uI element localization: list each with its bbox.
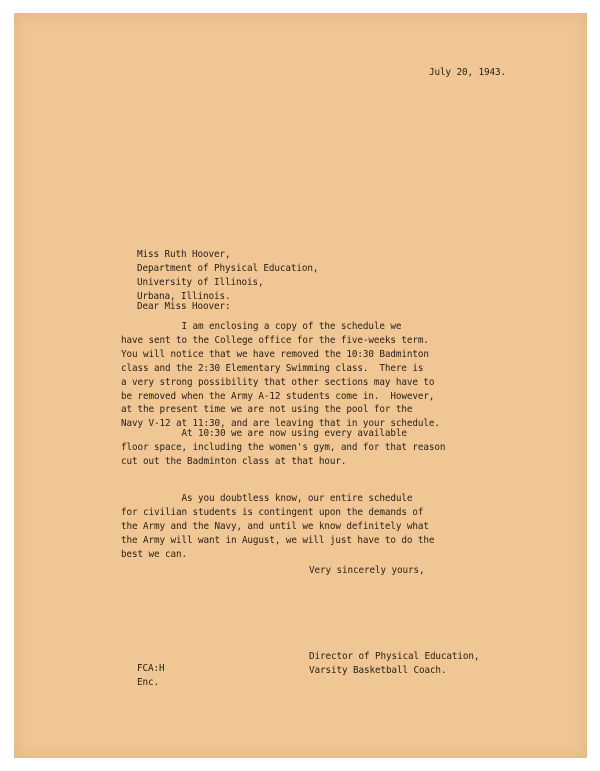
recipient-address: Miss Ruth Hoover, Department of Physical Education, University of Illinois, Urbana, Illinois. [137, 249, 319, 302]
body-paragraph: As you doubtless know, our entire schedule for civilian students is contingent upon the demands of the Army and the Navy, and until we know definitely what the Army will want in August, we will just have to do the best we can. [121, 493, 435, 560]
salutation: Dear Miss Hoover: [137, 301, 231, 312]
closing: Very sincerely yours, [309, 565, 425, 576]
reference-initials: FCA:H Enc. [137, 663, 165, 688]
body-paragraph: At 10:30 we are now using every available floor space, including the women's gym, and for that reason cut out the Badminton class at that hour. [121, 428, 446, 467]
letter-date: July 20, 1943. [429, 67, 506, 78]
signature-block: Director of Physical Education, Varsity Basketball Coach. [309, 651, 480, 676]
body-paragraph: I am enclosing a copy of the schedule we have sent to the College office for the five-weeks term. You will notice that we have removed the 10:30 Badminton class and the 2:30 Elementary Swimming class. There is a very strong possibility that other sections may have to be removed when the Army A-12 students come in. However, at the present time we are not using the pool for the Navy V-12 at 11:30, and are leaving that in your schedule. [121, 321, 440, 430]
